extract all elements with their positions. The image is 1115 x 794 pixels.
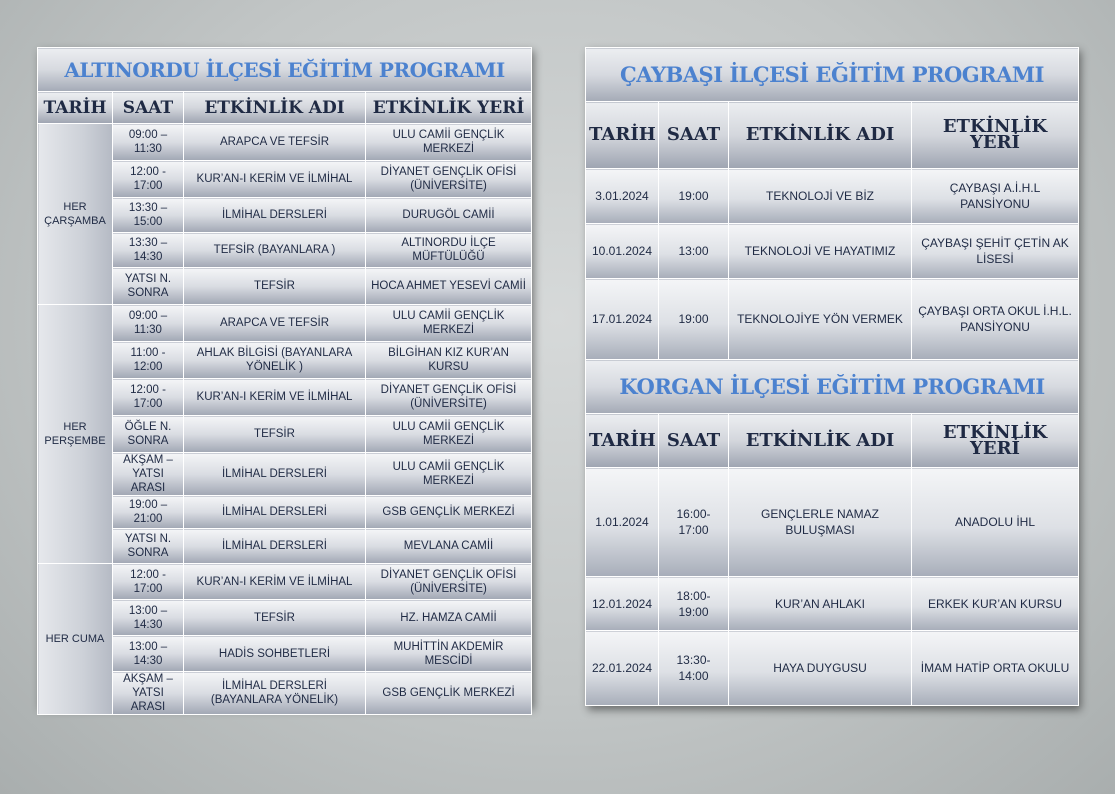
saat-cell: 19:00 bbox=[659, 279, 729, 360]
table-title-row bbox=[586, 48, 1079, 102]
header-etkinlik-yeri: ETKİNLİK YERİ bbox=[366, 92, 532, 124]
yer-cell: ULU CAMİİ GENÇLİK MERKEZİ bbox=[366, 305, 532, 342]
table-row bbox=[38, 600, 532, 636]
day-cell: HER PERŞEMBE bbox=[38, 305, 113, 564]
etkinlik-cell: İLMİHAL DERSLERİ bbox=[184, 496, 366, 529]
yer-cell: HOCA AHMET YESEVİ CAMİİ bbox=[366, 268, 532, 305]
tarih-cell: 12.01.2024 bbox=[586, 577, 659, 631]
table-row bbox=[38, 496, 532, 529]
table-header-row bbox=[586, 102, 1079, 169]
yer-cell: MEVLANA CAMİİ bbox=[366, 529, 532, 564]
saat-cell: 13:30 – 14:30 bbox=[113, 233, 184, 268]
saat-cell: 12:00 - 17:00 bbox=[113, 379, 184, 416]
header-etkinlik-yeri: ETKİNLİK YERİ bbox=[912, 102, 1079, 169]
etkinlik-cell: ARAPCA VE TEFSİR bbox=[184, 305, 366, 342]
day-cell: HER CUMA bbox=[38, 564, 113, 715]
table-row bbox=[586, 224, 1079, 279]
saat-cell: 09:00 – 11:30 bbox=[113, 305, 184, 342]
saat-cell: YATSI N. SONRA bbox=[113, 268, 184, 305]
saat-cell: 19:00 bbox=[659, 169, 729, 224]
yer-cell: DURUGÖL CAMİİ bbox=[366, 198, 532, 233]
table-row bbox=[586, 631, 1079, 706]
tarih-cell: 22.01.2024 bbox=[586, 631, 659, 706]
etkinlik-cell: KUR’AN-I KERİM VE İLMİHAL bbox=[184, 379, 366, 416]
yer-cell: ÇAYBAŞI ORTA OKUL İ.H.L. PANSİYONU bbox=[912, 279, 1079, 360]
saat-cell: 13:00 – 14:30 bbox=[113, 636, 184, 672]
table-row bbox=[38, 268, 532, 305]
saat-cell: AKŞAM – YATSI ARASI bbox=[113, 453, 184, 496]
header-etkinlik-adi: ETKİNLİK ADI bbox=[729, 102, 912, 169]
saat-cell: 13:30 – 15:00 bbox=[113, 198, 184, 233]
saat-cell: 12:00 - 17:00 bbox=[113, 564, 184, 600]
etkinlik-cell: İLMİHAL DERSLERİ bbox=[184, 198, 366, 233]
etkinlik-cell: GENÇLERLE NAMAZ BULUŞMASI bbox=[729, 468, 912, 577]
etkinlik-cell: TEKNOLOJİYE YÖN VERMEK bbox=[729, 279, 912, 360]
table-row bbox=[586, 468, 1079, 577]
header-saat: SAAT bbox=[659, 414, 729, 468]
yer-cell: ÇAYBAŞI A.İ.H.L PANSİYONU bbox=[912, 169, 1079, 224]
altinordu-title: ALTINORDU İLÇESİ EĞİTİM PROGRAMI bbox=[38, 48, 532, 92]
yer-cell: DİYANET GENÇLİK OFİSİ (ÜNİVERSİTE) bbox=[366, 161, 532, 198]
caybasi-korgan-program-table bbox=[585, 47, 1079, 706]
yer-cell: BİLGİHAN KIZ KUR’AN KURSU bbox=[366, 342, 532, 379]
table-row bbox=[38, 198, 532, 233]
table-header-row bbox=[586, 414, 1079, 468]
saat-cell: 13:30- 14:00 bbox=[659, 631, 729, 706]
table-row bbox=[38, 564, 532, 600]
table-row bbox=[38, 305, 532, 342]
caybasi-title: ÇAYBAŞI İLÇESİ EĞİTİM PROGRAMI bbox=[586, 48, 1079, 102]
saat-cell: AKŞAM – YATSI ARASI bbox=[113, 672, 184, 715]
etkinlik-cell: AHLAK BİLGİSİ (BAYANLARA YÖNELİK ) bbox=[184, 342, 366, 379]
table-row bbox=[38, 342, 532, 379]
saat-cell: 11:00 - 12:00 bbox=[113, 342, 184, 379]
etkinlik-cell: İLMİHAL DERSLERİ bbox=[184, 529, 366, 564]
etkinlik-cell: KUR’AN-I KERİM VE İLMİHAL bbox=[184, 161, 366, 198]
table-title-row bbox=[38, 48, 532, 92]
korgan-title: KORGAN İLÇESİ EĞİTİM PROGRAMI bbox=[586, 360, 1079, 414]
day-cell: HER ÇARŞAMBA bbox=[38, 124, 113, 305]
header-etkinlik-yeri: ETKİNLİK YERİ bbox=[912, 414, 1079, 468]
saat-cell: 19:00 – 21:00 bbox=[113, 496, 184, 529]
header-tarih: TARİH bbox=[586, 102, 659, 169]
tarih-cell: 17.01.2024 bbox=[586, 279, 659, 360]
yer-cell: DİYANET GENÇLİK OFİSİ (ÜNİVERSİTE) bbox=[366, 564, 532, 600]
etkinlik-cell: KUR’AN-I KERİM VE İLMİHAL bbox=[184, 564, 366, 600]
yer-cell: ALTINORDU İLÇE MÜFTÜLÜĞÜ bbox=[366, 233, 532, 268]
header-saat: SAAT bbox=[659, 102, 729, 169]
yer-cell: HZ. HAMZA CAMİİ bbox=[366, 600, 532, 636]
table-row bbox=[38, 416, 532, 453]
etkinlik-cell: TEFSİR bbox=[184, 600, 366, 636]
yer-cell: GSB GENÇLİK MERKEZİ bbox=[366, 496, 532, 529]
altinordu-program-table bbox=[37, 47, 532, 715]
tarih-cell: 3.01.2024 bbox=[586, 169, 659, 224]
yer-cell: ULU CAMİİ GENÇLİK MERKEZİ bbox=[366, 453, 532, 496]
saat-cell: 13:00 bbox=[659, 224, 729, 279]
etkinlik-cell: TEKNOLOJİ VE HAYATIMIZ bbox=[729, 224, 912, 279]
table-row bbox=[38, 672, 532, 715]
yer-cell: MUHİTTİN AKDEMİR MESCİDİ bbox=[366, 636, 532, 672]
saat-cell: 12:00 - 17:00 bbox=[113, 161, 184, 198]
header-tarih: TARİH bbox=[586, 414, 659, 468]
table-row bbox=[38, 379, 532, 416]
yer-cell: ERKEK KUR’AN KURSU bbox=[912, 577, 1079, 631]
tarih-cell: 1.01.2024 bbox=[586, 468, 659, 577]
altinordu-program-panel bbox=[37, 47, 531, 713]
yer-cell: ULU CAMİİ GENÇLİK MERKEZİ bbox=[366, 124, 532, 161]
etkinlik-cell: HAYA DUYGUSU bbox=[729, 631, 912, 706]
table-row bbox=[586, 279, 1079, 360]
table-row bbox=[38, 453, 532, 496]
header-tarih: TARİH bbox=[38, 92, 113, 124]
table-title-row bbox=[586, 360, 1079, 414]
table-row bbox=[38, 124, 532, 161]
etkinlik-cell: İLMİHAL DERSLERİ bbox=[184, 453, 366, 496]
header-saat: SAAT bbox=[113, 92, 184, 124]
yer-cell: GSB GENÇLİK MERKEZİ bbox=[366, 672, 532, 715]
etkinlik-cell: İLMİHAL DERSLERİ (BAYANLARA YÖNELİK) bbox=[184, 672, 366, 715]
table-row bbox=[38, 233, 532, 268]
saat-cell: YATSI N. SONRA bbox=[113, 529, 184, 564]
table-row bbox=[38, 529, 532, 564]
yer-cell: ÇAYBAŞI ŞEHİT ÇETİN AK LİSESİ bbox=[912, 224, 1079, 279]
header-etkinlik-adi: ETKİNLİK ADI bbox=[729, 414, 912, 468]
etkinlik-cell: HADİS SOHBETLERİ bbox=[184, 636, 366, 672]
etkinlik-cell: KUR’AN AHLAKI bbox=[729, 577, 912, 631]
etkinlik-cell: ARAPCA VE TEFSİR bbox=[184, 124, 366, 161]
saat-cell: 16:00- 17:00 bbox=[659, 468, 729, 577]
yer-cell: ANADOLU İHL bbox=[912, 468, 1079, 577]
table-row bbox=[586, 169, 1079, 224]
table-row bbox=[38, 636, 532, 672]
yer-cell: ULU CAMİİ GENÇLİK MERKEZİ bbox=[366, 416, 532, 453]
etkinlik-cell: TEKNOLOJİ VE BİZ bbox=[729, 169, 912, 224]
saat-cell: ÖĞLE N. SONRA bbox=[113, 416, 184, 453]
yer-cell: İMAM HATİP ORTA OKULU bbox=[912, 631, 1079, 706]
caybasi-korgan-program-panel bbox=[585, 47, 1078, 706]
saat-cell: 13:00 – 14:30 bbox=[113, 600, 184, 636]
tarih-cell: 10.01.2024 bbox=[586, 224, 659, 279]
etkinlik-cell: TEFSİR (BAYANLARA ) bbox=[184, 233, 366, 268]
saat-cell: 18:00- 19:00 bbox=[659, 577, 729, 631]
table-row bbox=[586, 577, 1079, 631]
etkinlik-cell: TEFSİR bbox=[184, 416, 366, 453]
yer-cell: DİYANET GENÇLİK OFİSİ (ÜNİVERSİTE) bbox=[366, 379, 532, 416]
header-etkinlik-adi: ETKİNLİK ADI bbox=[184, 92, 366, 124]
saat-cell: 09:00 – 11:30 bbox=[113, 124, 184, 161]
table-header-row bbox=[38, 92, 532, 124]
etkinlik-cell: TEFSİR bbox=[184, 268, 366, 305]
table-row bbox=[38, 161, 532, 198]
